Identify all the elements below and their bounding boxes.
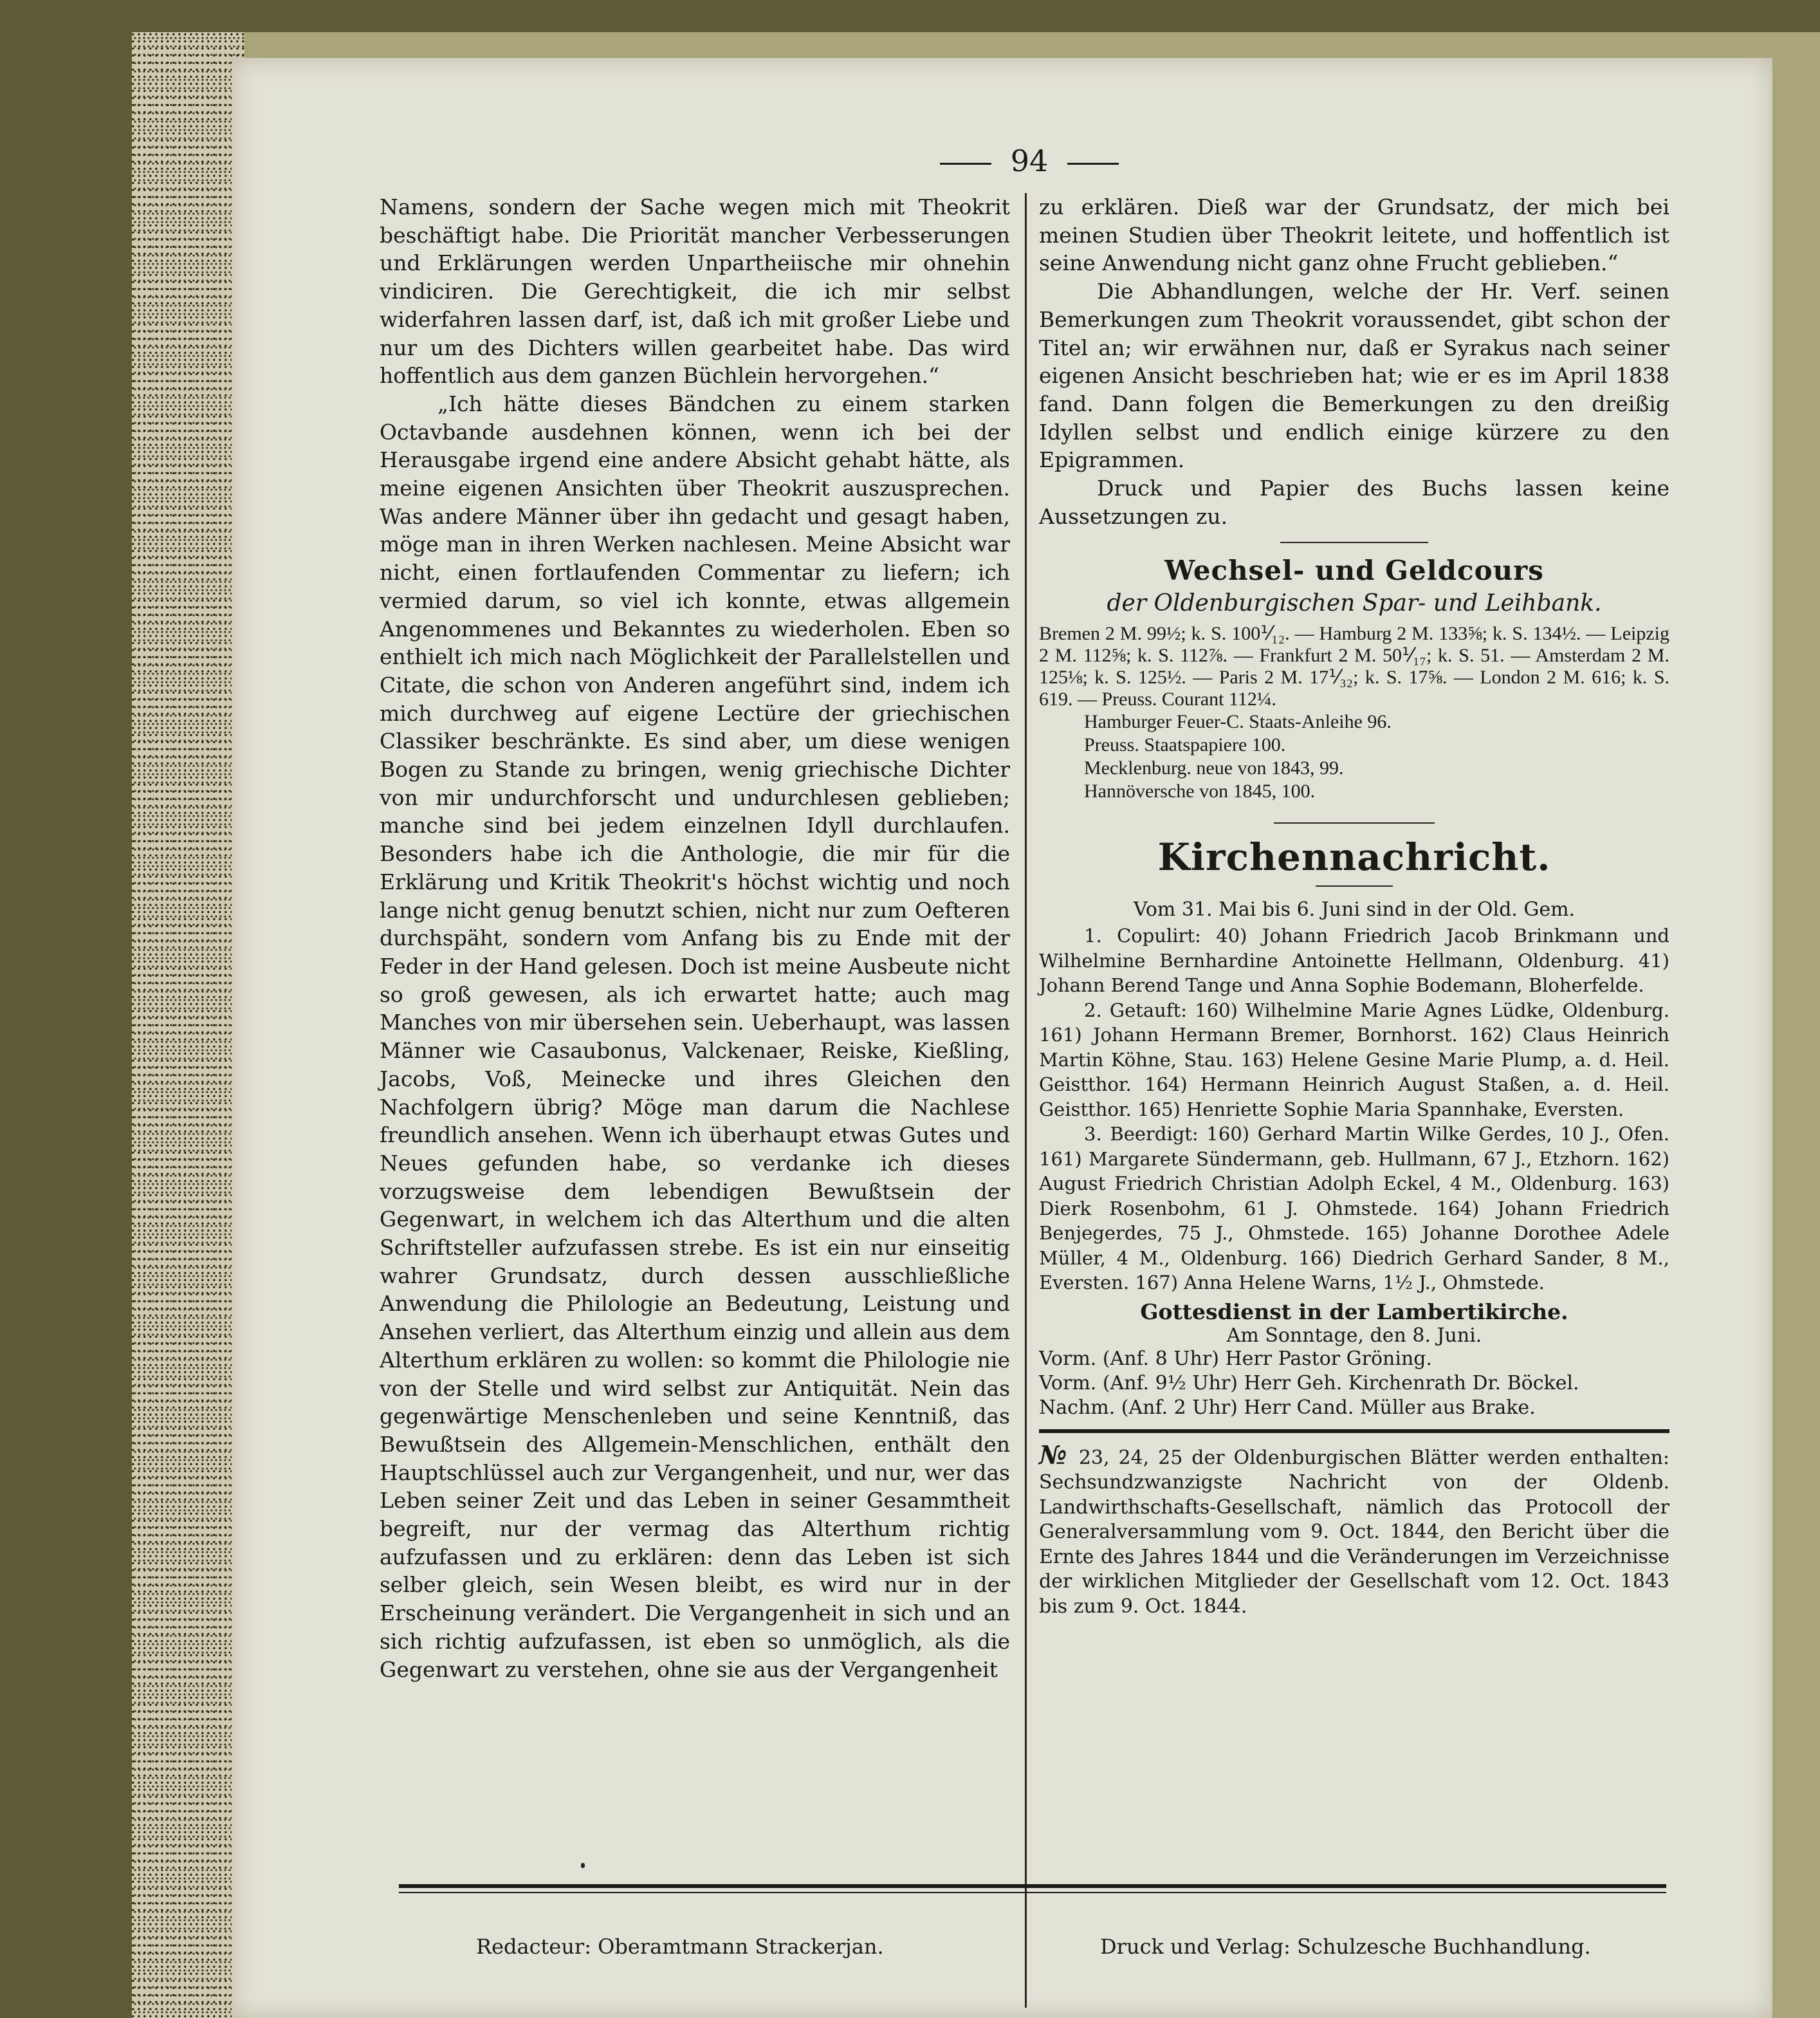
- securities-item: Preuss. Staatspapiere 100.: [1084, 734, 1286, 756]
- footer-editor: Redacteur: Oberamtmann Strackerjan.: [476, 1934, 884, 1959]
- notice: [1039, 1439, 1669, 1620]
- column-divider: [1025, 193, 1027, 2008]
- section-divider: [1274, 822, 1435, 824]
- left-column: [380, 193, 1010, 2001]
- left-paragraph-1: Namens, sondern der Sache wegen mich mit Theokrit beschäftigt habe. Die Priorität mancher Verbesserungen und Erklärungen werden Unpartheiische mir ohnehin vindiciren. Die Gerechtigkeit, die ich mir selbst widerfahren lassen darf, ist, daß ich mit großer Liebe und nur um des Dichters willen gearbeitet habe. Das wird hoffentlich aus dem ganzen Büchlein hervorgehen.“: [380, 194, 1010, 389]
- notice-rule: [1039, 1429, 1669, 1433]
- page-number-rule-left: [940, 163, 991, 165]
- footer-rule: [399, 1884, 1666, 1888]
- right-paragraph-1: zu erklären. Dieß war der Grundsatz, der mich bei meinen Studien über Theokrit leitete, und hoffentlich ist seine Anwendung nicht ganz ohne Frucht geblieben.“: [1039, 194, 1669, 276]
- footer-publisher: Druck und Verlag: Schulzesche Buchhandlung.: [1100, 1934, 1591, 1959]
- notice-text: 23, 24, 25 der Oldenburgischen Blätter werden enthalten: Sechsundzwanzigste Nachricht von der Oldenb. Landwirthschafts-Gesellschaft, nämlich das Protocoll der Generalversammlung vom 9. Oct. 1844, den Bericht über die Ernte des Jahres 1844 und die Veränderungen im Verzeichnisse der wirklichen Mitglieder der Gesellschaft vom 12. Oct. 1843 bis zum 9. Oct. 1844.: [1039, 1446, 1669, 1618]
- page-number-text: 94: [1010, 143, 1049, 178]
- left-paragraph-2: „Ich hätte dieses Bändchen zu einem starken Octavbande ausdehnen können, wenn ich bei der Herausgabe irgend eine andere Absicht gehabt hätte, als meine eigenen Ansichten über Theokrit auszusprechen. Was andere Männer über ihn gedacht und gesagt haben, möge man in ihren Werken nachlesen. Meine Absicht war nicht, einen fortlaufenden Commentar zu liefern; ich vermied darum, so viel ich konnte, etwas allgemein Angenommenes und Bekanntes zu wiederholen. Eben so enthielt ich mich nach Möglichkeit der Parallelstellen und Citate, die schon von Anderen angeführt sind, indem ich mich durchweg auf eigene Lectüre der griechischen Classiker beschränkte. Es sind aber, um diese wenigen Bogen zu Stande zu bringen, wenig griechische Dichter von mir undurchforscht und undurchlesen geblieben; manche sind bei jedem einzelnen Idyll durchlaufen. Besonders habe ich die Anthologie, die mir für die Erklärung und Kritik Theokrit's höchst wichtig und noch lange nicht genug benutzt schien, nicht nur zum Oefteren durchspäht, sondern vom Anfang bis zu Ende mit der Feder in der Hand gelesen. Doch ist meine Ausbeute nicht so groß gewesen, als ich erwartet hatte; auch mag Manches von mir übersehen sein. Ueberhaupt, was lassen Männer wie Casaubonus, Valckenaer, Reiske, Kießling, Jacobs, Voß, Meinecke und ihres Gleichen den Nachfolgern übrig? Möge man darum die Nachlese freundlich ansehen. Wenn ich überhaupt etwas Gutes und Neues gefunden habe, so verdanke ich dieses vorzugsweise dem lebendigen Bewußtsein der Gegenwart, in welchem ich das Alterthum und die alten Schriftsteller aufzufassen strebe. Es ist ein nur einseitig wahrer Grundsatz, durch dessen ausschließliche Anwendung die Philologie an Bedeutung, Leistung und Ansehen verliert, das Alterthum einzig und allein aus dem Alterthum erklären zu wollen: so kommt die Philologie nie von der Stelle und wird selbst zur Antiquität. Nein das gegenwärtige Menschenleben und seine Kenntniß, das Bewußtsein des Allgemein-Menschlichen, enthält den Hauptschlüssel auch zur Vergangenheit, und nur, wer das Leben seiner Zeit und das Leben in seiner Gesammtheit begreift, nur der vermag das Alterthum richtig aufzufassen und zu erklären: denn das Leben ist sich selber gleich, sein Wesen bleibt, es wird nur in der Erscheinung verändert. Die Vergangenheit in sich und an sich richtig aufzufassen, ist eben so unmöglich, als die Gegenwart zu verstehen, ohne sie aus der Vergangenheit: [380, 391, 1010, 1682]
- securities-item: Hamburger Feuer-C. Staats-Anleihe 96.: [1084, 711, 1392, 733]
- service-line: Vorm. (Anf. 8 Uhr) Herr Pastor Gröning.: [1039, 1347, 1433, 1370]
- securities-item: Mecklenburg. neue von 1843, 99.: [1084, 757, 1344, 779]
- church-news-entry: 3. Beerdigt: 160) Gerhard Martin Wilke Gerdes, 10 J., Ofen. 161) Margarete Sündermann, geb. Hullmann, 67 J., Etzhorn. 162) August Friedrich Christian Adolph Eckel, 4 M., Oldenburg. 163) Dierk Rosenbohm, 61 J. Ohmstede. 164) Johann Friedrich Benjegerdes, 75 J., Ohmstede. 165) Johanne Dorothee Adele Müller, 4 M., Oldenburg. 166) Diedrich Gerhard Sander, 8 M., Eversten. 167) Anna Helene Warns, 1½ J., Ohmstede.: [1039, 1123, 1669, 1294]
- service-line: Vorm. (Anf. 9½ Uhr) Herr Geh. Kirchenrath Dr. Böckel.: [1039, 1371, 1579, 1394]
- service-date: Am Sonntage, den 8. Juni.: [1226, 1324, 1482, 1347]
- service-title: Gottesdienst in der Lambertikirche.: [1140, 1299, 1568, 1324]
- securities-item: Hannöversche von 1845, 100.: [1084, 781, 1316, 802]
- exchange-rate-title: Wechsel- und Geldcours: [1164, 555, 1544, 587]
- exchange-rates: Bremen 2 M. 99½; k. S. 100⅟₁₂. — Hamburg 2 M. 133⅝; k. S. 134½. — Leipzig 2 M. 112⅝; k. S. 112⅞. — Frankfurt 2 M. 50⅟₁₇; k. S. 51. — Amsterdam 2 M. 125⅛; k. S. 125½. — Paris 2 M. 17⅟₃₂; k. S. 17⅝. — London 2 M. 616; k. S. 619. — Preuss. Courant 112¼.: [1039, 623, 1669, 710]
- church-news-entry: 1. Copulirt: 40) Johann Friedrich Jacob Brinkmann und Wilhelmine Bernhardine Antoinette Hellmann, Oldenburg. 41) Johann Berend Tange und Anna Sophie Bodemann, Bloherfelde.: [1039, 925, 1669, 997]
- church-news-intro: Vom 31. Mai bis 6. Juni sind in der Old. Gem.: [1133, 898, 1576, 921]
- number-sign: №: [1039, 1439, 1070, 1470]
- right-paragraph-3: Druck und Papier des Buchs lassen keine Aussetzungen zu.: [1039, 476, 1669, 529]
- marbled-page-edge: [132, 32, 244, 2018]
- exchange-rate-subtitle: der Oldenburgischen Spar- und Leihbank.: [1107, 590, 1602, 617]
- right-column: [1039, 193, 1669, 1618]
- section-divider: [1316, 885, 1393, 887]
- section-divider: [1280, 542, 1428, 543]
- securities-list: [1039, 710, 1669, 803]
- church-news-entry: 2. Getauft: 160) Wilhelmine Marie Agnes Lüdke, Oldenburg. 161) Johann Hermann Bremer, Bornhorst. 162) Claus Heinrich Martin Köhne, Stau. 163) Helene Gesine Marie Plump, a. d. Heil. Geistthor. 164) Hermann Heinrich August Staßen, a. d. Heil. Geistthor. 165) Henriette Sophie Maria Spannhake, Eversten.: [1039, 999, 1669, 1120]
- page-number: [914, 142, 1145, 180]
- ink-speck: [581, 1863, 585, 1868]
- right-paragraph-2: Die Abhandlungen, welche der Hr. Verf. seinen Bemerkungen zum Theokrit voraussendet, gibt schon der Titel an; wir erwähnen nur, daß er Syrakus nach seiner eigenen Ansicht beschrieben hat; wie er es im April 1838 fand. Dann folgen die Bemerkungen zu den dreißig Idyllen selbst und endlich einige kürzere zu den Epigrammen.: [1039, 279, 1669, 473]
- church-news-title: Kirchennachricht.: [1157, 835, 1551, 880]
- service-line: Nachm. (Anf. 2 Uhr) Herr Cand. Müller aus Brake.: [1039, 1396, 1536, 1419]
- footer-rule-thin: [399, 1892, 1666, 1893]
- page-number-rule-right: [1067, 163, 1119, 165]
